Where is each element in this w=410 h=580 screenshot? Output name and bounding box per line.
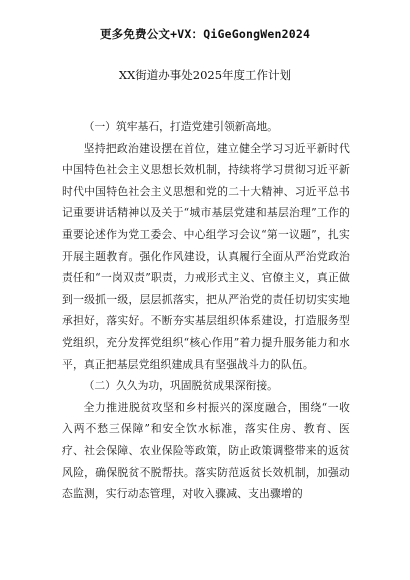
section-paragraph-1: 坚持把政治建设摆在首位，建立健全学习习近平新时代中国特色社会主义思想长效机制，持续将学习贯彻习近平新时代中国特色社会主义思想和党的二十大精神、习近平总书记重要讲话精神以及关于“城市基层党建和基层治理”工作的重要论述作为党工委会、中心组学习会议“第一议题”，扎实开展主题教育。强化作风建设，认真履行全面从严治党政治责任和“一岗双责”职责，力戒形式主义、官僚主义，真正做到一级抓一级，层层抓落实，把从严治党的责任切切实实地承担好，落实好。不断夯实基层组织体系建设，打造服务型党组织，充分发挥党组织“核心作用”着力提升服务能力和水平，真正把基层党组织建成具有坚强战斗力的队伍。 xyxy=(62,141,350,371)
document-title: XX街道办事处2025年度工作计划 xyxy=(118,68,292,82)
section-heading-1: （一）筑牢基石，打造党建引领新高地。 xyxy=(83,120,278,133)
document-body xyxy=(62,116,350,505)
watermark-header: 更多免费公文+VX：QiGeGongWen2024 xyxy=(99,27,311,41)
section-paragraph-2: 全力推进脱贫攻坚和乡村振兴的深度融合，围绕“一收入两不愁三保障”和安全饮水标准，落实住房、教育、医疗、社会保障、农业保险等政策，防止政策调整带来的返贫风险，确保脱贫不脱帮扶。落实防范返贫长效机制，加强动态监测，实行动态管理，对收入骤减、支出骤增的 xyxy=(62,400,350,501)
section-heading-2: （二）久久为功，巩固脱贫成果深衔接。 xyxy=(83,379,278,393)
